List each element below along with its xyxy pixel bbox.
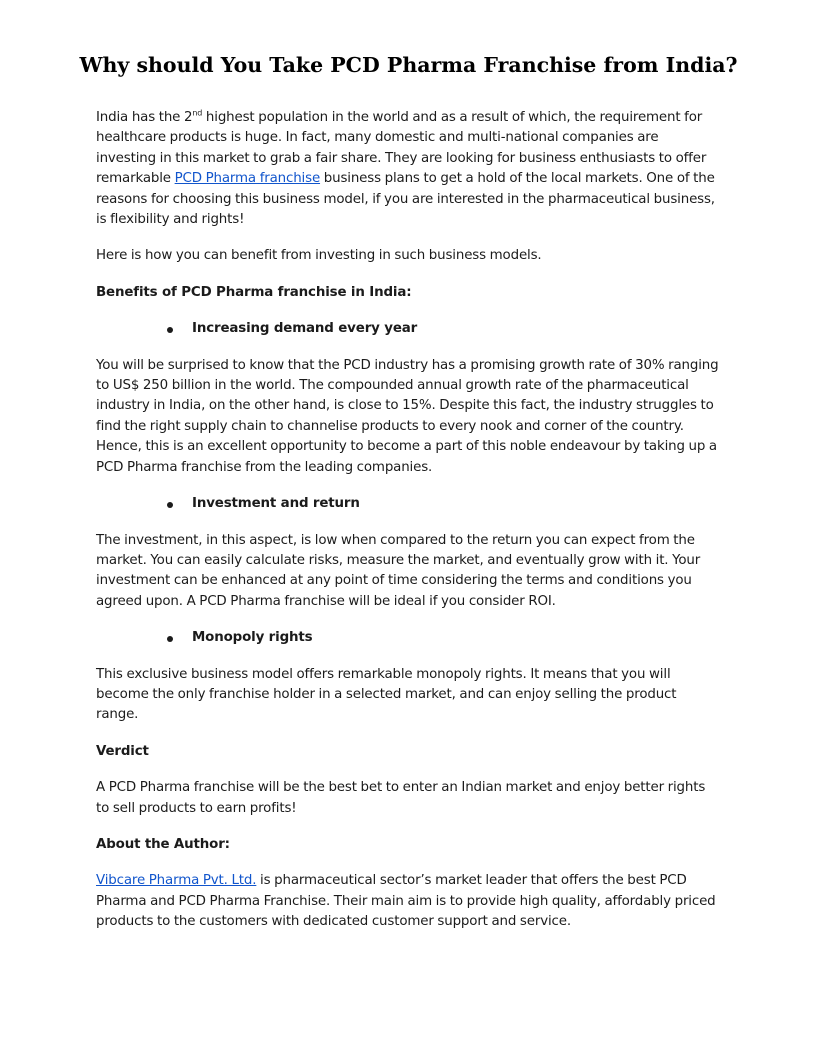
- section-paragraph: You will be surprised to know that the PCD industry has a promising growth rate of 30% ranging to US$ 250 billion in the world. The compounded annual growth rate of the pharmaceutical industry in India, on the other hand, is close to 15%. Despite this fact, the industry struggles to find the right supply chain to channelise products to every nook and corner of the country. Hence, this is an excellent opportunity to become a part of this noble endeavour by taking up a PCD Pharma franchise from the leading companies.: [96, 357, 719, 475]
- author-text: is pharmaceutical sector’s market leader that offers the best PCD Pharma and PCD Pharma Franchise. Their main aim is to provide high quality, affordably priced products to the customers with dedicated customer support and service.: [96, 873, 716, 930]
- author-paragraph: [96, 871, 721, 932]
- section-paragraph: The investment, in this aspect, is low when compared to the return you can expect from the market. You can easily calculate risks, measure the market, and eventually grow with it. Your investment can be enhanced at any point of time considering the terms and conditions you agreed upon. A PCD Pharma franchise will be ideal if you consider ROI.: [96, 532, 701, 609]
- vibcare-pharma-link[interactable]: Vibcare Pharma Pvt. Ltd.: [96, 873, 257, 889]
- verdict-heading: Verdict: [96, 743, 149, 759]
- bullet-dot-icon: [167, 502, 173, 508]
- intro-text-3: business plans to get a hold of the local markets. One of the reasons for choosing this business model, if you are interested in the pharmaceutical business, is flexibility and rights!: [96, 171, 715, 228]
- intro-text-1: India has the 2: [96, 110, 193, 125]
- bullet-dot-icon: [167, 327, 173, 333]
- section-paragraph: This exclusive business model offers remarkable monopoly rights. It means that you will become the only franchise holder in a selected market, and can enjoy selling the product range.: [96, 666, 677, 723]
- document-page: [79, 48, 738, 933]
- benefits-heading: Benefits of PCD Pharma franchise in India:: [96, 284, 412, 300]
- page-title: Why should You Take PCD Pharma Franchise from India?: [79, 53, 738, 77]
- bullet-item: [96, 319, 721, 339]
- intro-text-2: highest population in the world and as a result of which, the requirement for healthcare products is huge. In fact, many domestic and multi-national companies are investing in this market to grab a fair share. They are looking for business enthusiasts to offer remarkable: [96, 110, 707, 187]
- verdict-paragraph: A PCD Pharma franchise will be the best bet to enter an Indian market and enjoy better rights to sell products to earn profits!: [96, 780, 706, 816]
- bullet-label: Monopoly rights: [192, 630, 313, 646]
- bullet-item: [96, 628, 721, 648]
- lead-paragraph: Here is how you can benefit from investing in such business models.: [96, 248, 542, 264]
- bullet-dot-icon: [167, 636, 173, 642]
- author-heading: About the Author:: [96, 836, 230, 852]
- bullet-item: [96, 494, 721, 514]
- bullet-label: Increasing demand every year: [192, 321, 418, 337]
- intro-superscript: nd: [192, 108, 203, 118]
- pcd-pharma-franchise-link[interactable]: PCD Pharma franchise: [174, 171, 321, 187]
- bullet-label: Investment and return: [192, 496, 360, 512]
- intro-paragraph: [96, 108, 721, 230]
